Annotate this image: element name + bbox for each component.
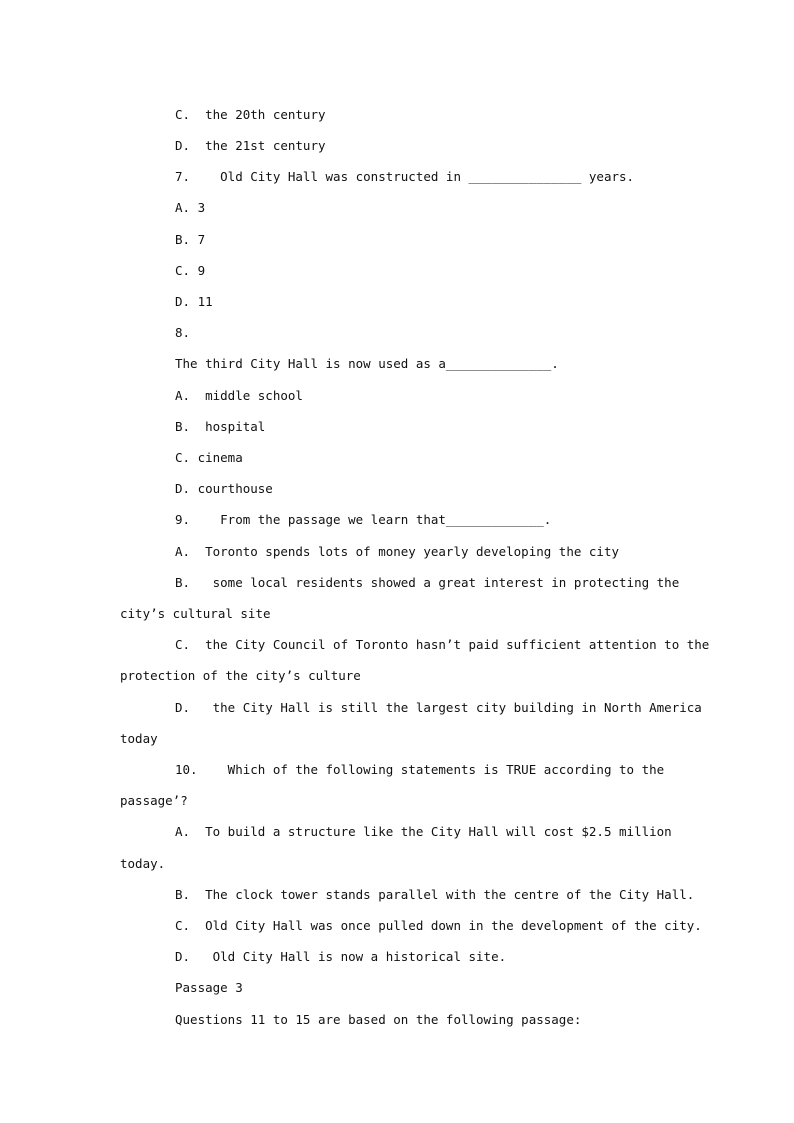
q8-option-a: A. middle school xyxy=(175,388,303,403)
q9-option-a: A. Toronto spends lots of money yearly developing the city xyxy=(175,544,620,559)
q9-option-c: C. the City Council of Toronto hasn’t paid sufficient attention to the xyxy=(175,637,710,652)
q10-option-a: A. To build a structure like the City Hall will cost $2.5 million xyxy=(175,824,672,839)
q10-question: 10. Which of the following statements is TRUE according to the xyxy=(175,762,665,777)
q10-question-cont: passage’? xyxy=(120,793,188,808)
q10-option-b: B. The clock tower stands parallel with the centre of the City Hall. xyxy=(175,887,695,902)
q10-option-d: D. Old City Hall is now a historical site. xyxy=(175,949,507,964)
passage-instructions: Questions 11 to 15 are based on the following passage: xyxy=(175,1012,582,1027)
q8-option-d: D. courthouse xyxy=(175,481,273,496)
q9-option-c-cont: protection of the city’s culture xyxy=(120,668,361,683)
q6-option-d: D. the 21st century xyxy=(175,138,326,153)
q8-number: 8. xyxy=(175,325,191,340)
q7-option-b: B. 7 xyxy=(175,232,206,247)
q7-option-c: C. 9 xyxy=(175,263,206,278)
q8-question: The third City Hall is now used as a______________. xyxy=(175,356,559,371)
passage-heading: Passage 3 xyxy=(175,980,243,995)
q8-option-c: C. cinema xyxy=(175,450,243,465)
q9-question: 9. From the passage we learn that_____________. xyxy=(175,512,552,527)
q10-option-a-cont: today. xyxy=(120,856,166,871)
q7-question: 7. Old City Hall was constructed in _______________ years. xyxy=(175,169,635,184)
q9-option-b: B. some local residents showed a great interest in protecting the xyxy=(175,575,680,590)
q9-option-d-cont: today xyxy=(120,731,158,746)
q8-option-b: B. hospital xyxy=(175,419,266,434)
q7-option-d: D. 11 xyxy=(175,294,213,309)
q7-option-a: A. 3 xyxy=(175,200,206,215)
q10-option-c: C. Old City Hall was once pulled down in the development of the city. xyxy=(175,918,702,933)
q6-option-c: C. the 20th century xyxy=(175,107,326,122)
q9-option-b-cont: city’s cultural site xyxy=(120,606,271,621)
q9-option-d: D. the City Hall is still the largest city building in North America xyxy=(175,700,702,715)
